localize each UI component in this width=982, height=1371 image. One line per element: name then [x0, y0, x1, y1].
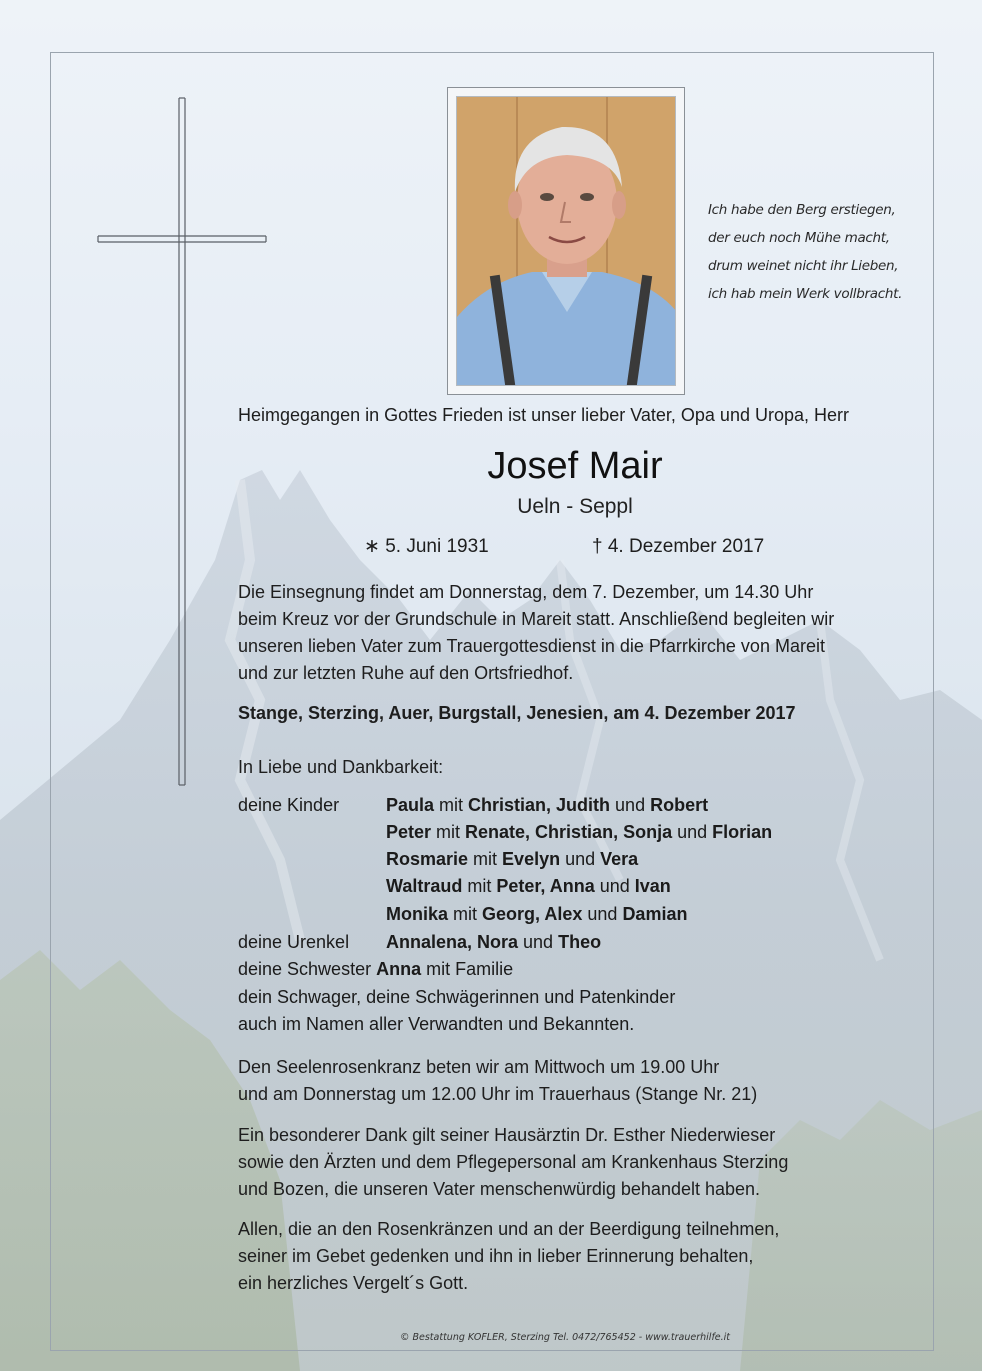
funeral-line: Die Einsegnung findet am Donnerstag, dem 7. Dezember, um 14.30 Uhr	[238, 582, 814, 602]
sister-row: deine Schwester Anna mit Familie	[238, 959, 514, 979]
love-thanks-heading: In Liebe und Dankbarkeit:	[238, 757, 444, 777]
relatives-line: auch im Namen aller Verwandten und Bekannten.	[238, 1014, 635, 1034]
poem-line: Ich habe den Berg erstiegen,	[708, 202, 896, 218]
footer-credit: © Bestattung KOFLER, Sterzing Tel. 0472/765452 - www.trauerhilfe.it	[399, 1332, 731, 1343]
thanks-paragraph	[238, 1122, 928, 1203]
deceased-nickname: Ueln - Seppl	[517, 495, 633, 518]
children-row: Rosmarie mit Evelyn und Vera	[386, 849, 639, 869]
relatives-line: dein Schwager, deine Schwägerinnen und Patenkinder	[238, 987, 676, 1007]
closing-line: ein herzliches Vergelt´s Gott.	[238, 1273, 469, 1293]
closing-line: Allen, die an den Rosenkränzen und an der Beerdigung teilnehmen,	[238, 1219, 780, 1239]
thanks-line: Ein besonderer Dank gilt seiner Hausärztin Dr. Esther Niederwieser	[238, 1125, 776, 1145]
great-grandchildren-row: Annalena, Nora und Theo	[386, 932, 602, 952]
children-row: Waltraud mit Peter, Anna und Ivan	[386, 876, 671, 896]
children-label: deine Kinder	[238, 795, 340, 815]
portrait-frame	[447, 87, 685, 395]
poem-line: drum weinet nicht ihr Lieben,	[708, 258, 899, 274]
funeral-paragraph	[238, 579, 928, 687]
great-grandchildren-label: deine Urenkel	[238, 932, 350, 952]
rosary-line: Den Seelenrosenkranz beten wir am Mittwoch um 19.00 Uhr	[238, 1057, 720, 1077]
children-row: Paula mit Christian, Judith und Robert	[386, 795, 709, 815]
death-date: † 4. Dezember 2017	[592, 536, 765, 557]
funeral-line: unseren lieben Vater zum Trauergottesdienst in die Pfarrkirche von Mareit	[238, 636, 825, 656]
children-row: Peter mit Renate, Christian, Sonja und Florian	[386, 822, 773, 842]
poem-quote	[708, 196, 938, 308]
deceased-name: Josef Mair	[487, 445, 663, 487]
children-row: Monika mit Georg, Alex und Damian	[386, 904, 688, 924]
intro-text: Heimgegangen in Gottes Frieden ist unser lieber Vater, Opa und Uropa, Herr	[238, 405, 849, 425]
poem-line: der euch noch Mühe macht,	[708, 230, 890, 246]
rosary-paragraph	[238, 1054, 928, 1108]
birth-date: ∗ 5. Juni 1931	[364, 536, 489, 557]
closing-paragraph	[238, 1216, 928, 1297]
thanks-line: sowie den Ärzten und dem Pflegepersonal am Krankenhaus Sterzing	[238, 1152, 789, 1172]
poem-line: ich hab mein Werk vollbracht.	[708, 286, 903, 302]
rosary-line: und am Donnerstag um 12.00 Uhr im Trauerhaus (Stange Nr. 21)	[238, 1084, 758, 1104]
funeral-line: beim Kreuz vor der Grundschule in Mareit statt. Anschließend begleiten wir	[238, 609, 835, 629]
thanks-line: und Bozen, die unseren Vater menschenwürdig behandelt haben.	[238, 1179, 761, 1199]
portrait-photo	[456, 96, 676, 386]
places-date: Stange, Sterzing, Auer, Burgstall, Jenesien, am 4. Dezember 2017	[238, 703, 796, 723]
closing-line: seiner im Gebet gedenken und ihn in lieber Erinnerung behalten,	[238, 1246, 754, 1266]
funeral-line: und zur letzten Ruhe auf den Ortsfriedhof.	[238, 663, 574, 683]
